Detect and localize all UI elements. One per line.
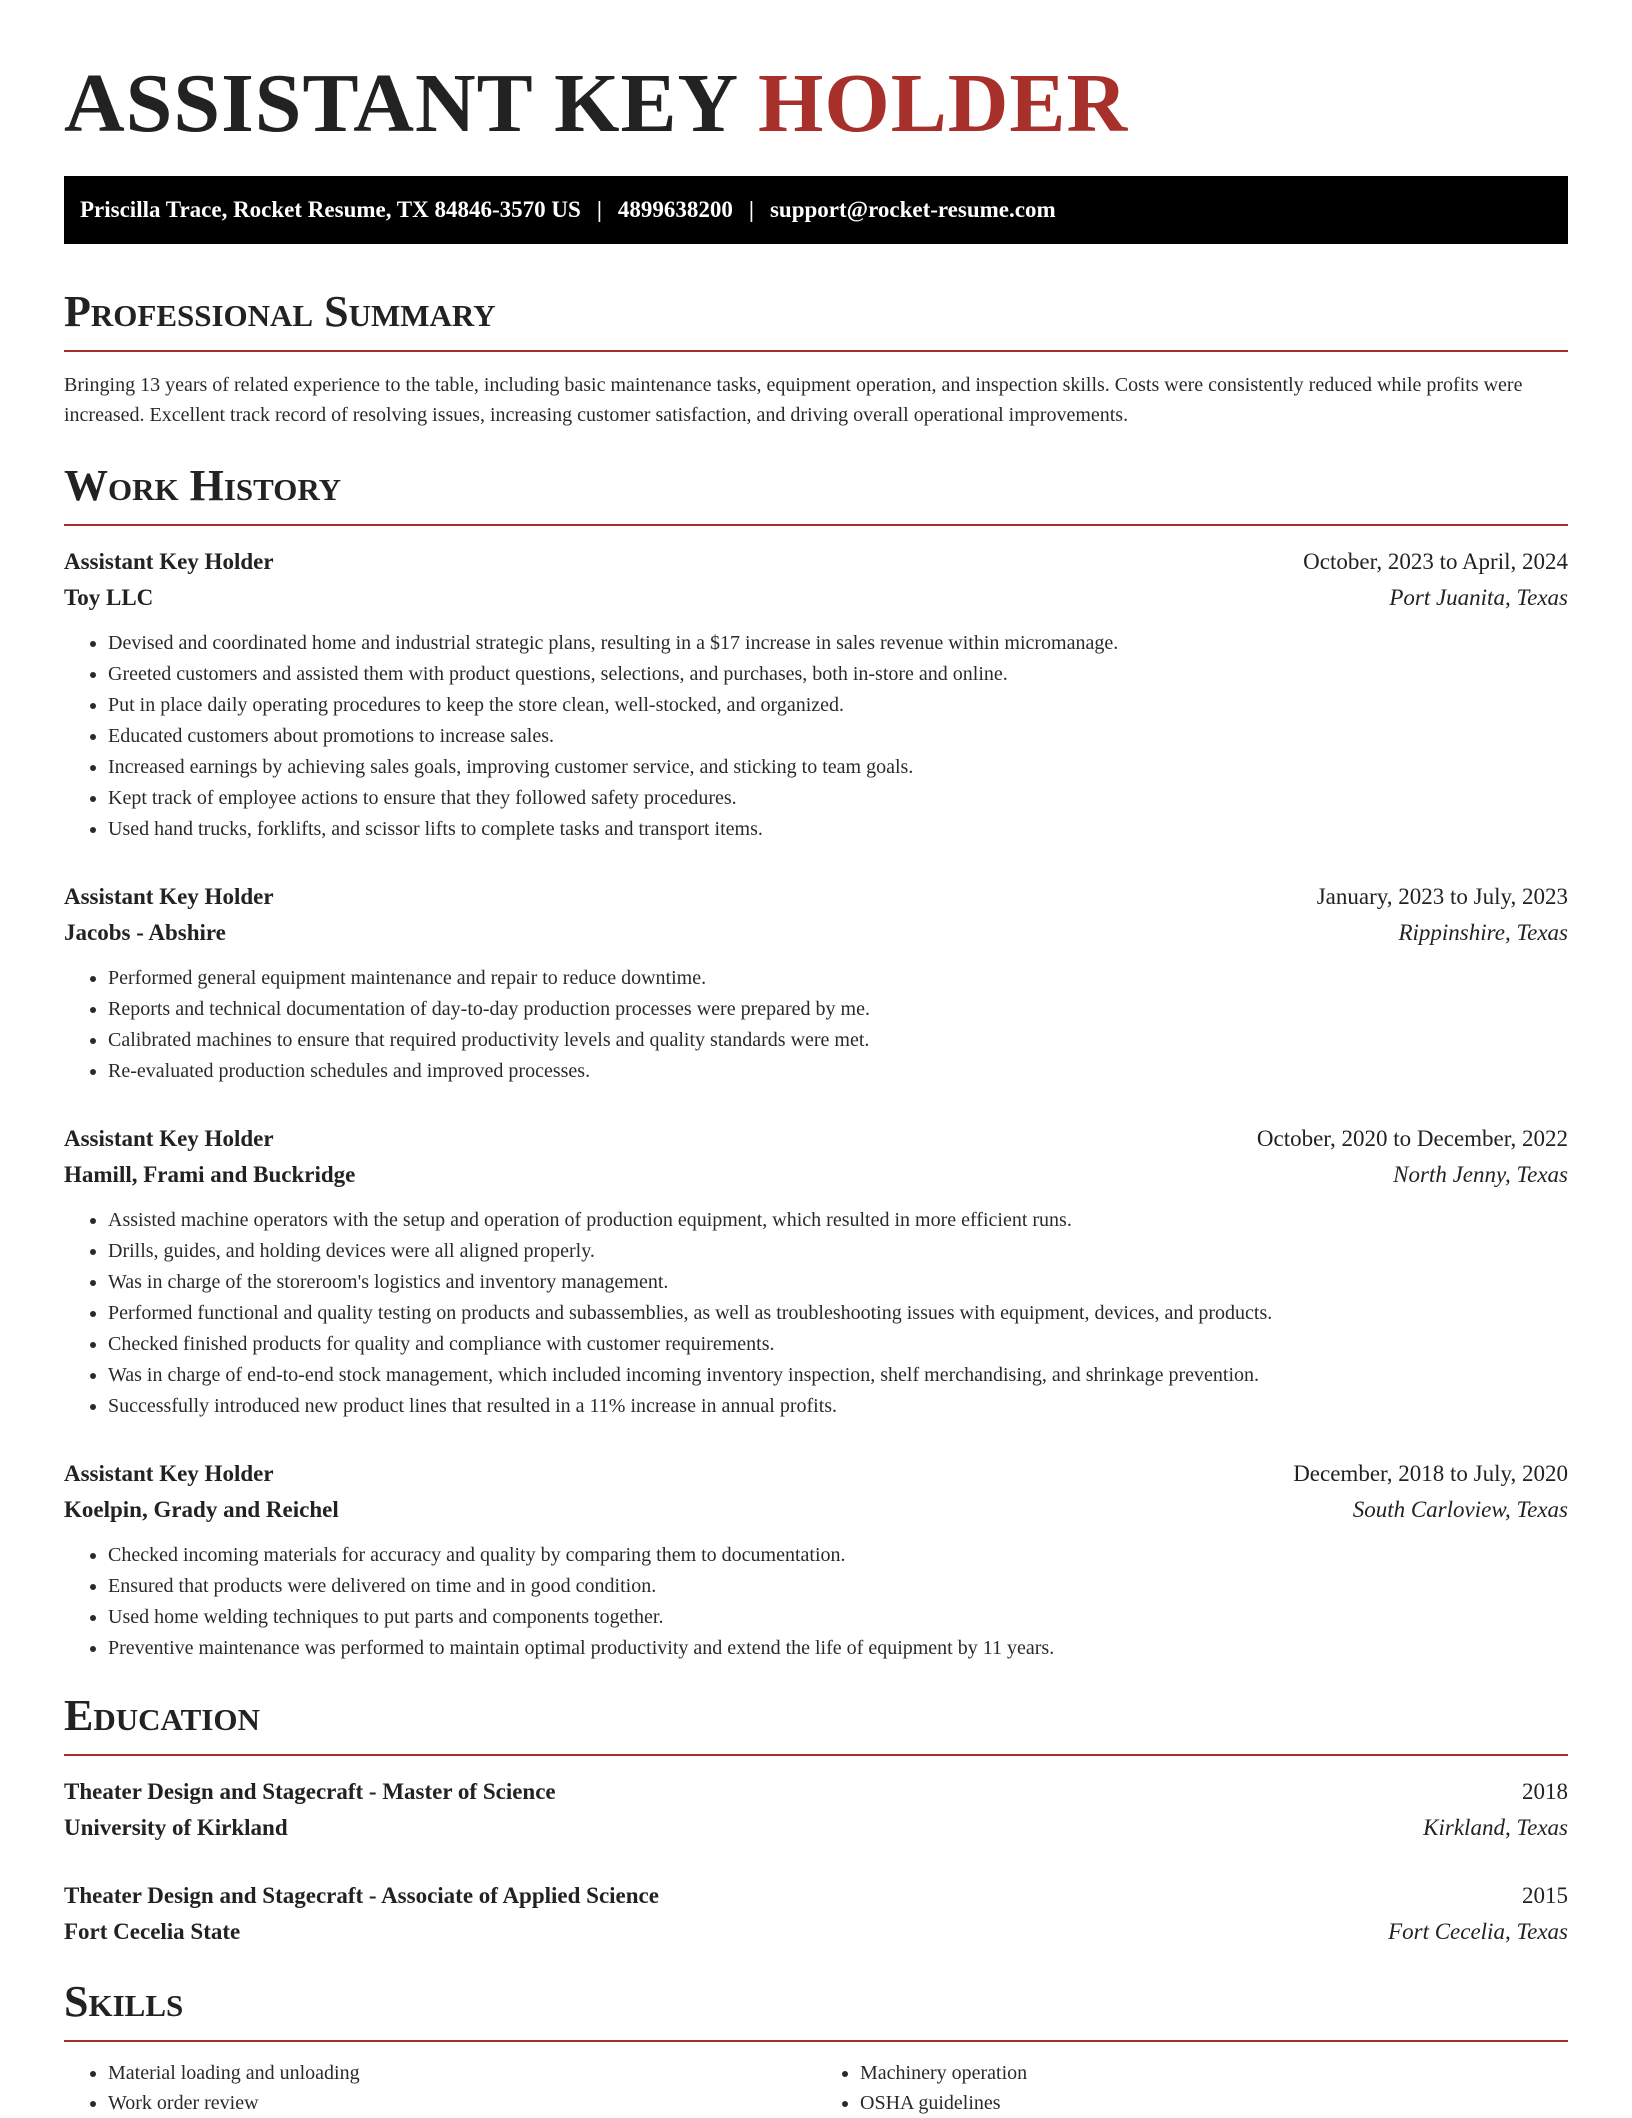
- education-year: 2018: [1522, 1779, 1568, 1804]
- education-degree: Theater Design and Stagecraft - Master of Science: [64, 1779, 556, 1804]
- education-section: [64, 1690, 1568, 1950]
- contact-email: support@rocket-resume.com: [769, 197, 1056, 222]
- job-company-row: [64, 1492, 1568, 1528]
- job-bullet: • Used home welding techniques to put parts and components together.: [108, 1602, 1568, 1633]
- skills-section: [64, 1976, 1568, 2118]
- job-bullet: • Was in charge of end-to-end stock management, which included incoming inventory inspection, shelf merchandising, and shrinkage prevention.: [108, 1360, 1568, 1391]
- job-bullet-list: [64, 628, 1568, 845]
- section-divider: [64, 350, 1568, 352]
- job-company: Koelpin, Grady and Reichel: [64, 1497, 339, 1522]
- job-bullet-list: [64, 1540, 1568, 1664]
- job-bullet: • Greeted customers and assisted them with product questions, selections, and purchases, both in-store and online.: [108, 659, 1568, 690]
- summary-section: [64, 286, 1568, 430]
- contact-separator: |: [596, 197, 602, 222]
- job-bullet-list: [64, 963, 1568, 1087]
- job-dates: December, 2018 to July, 2020: [1293, 1461, 1568, 1486]
- job-header-row: [64, 544, 1568, 580]
- job-company-row: [64, 580, 1568, 616]
- contact-phone: 4899638200: [617, 197, 733, 222]
- contact-separator: |: [748, 197, 754, 222]
- education-entry: [64, 1774, 1568, 1846]
- skills-list-left: [64, 2058, 816, 2118]
- job-entry: [64, 544, 1568, 845]
- education-school-row: [64, 1810, 1568, 1846]
- education-title: Education: [64, 1691, 260, 1740]
- job-bullet: • Ensured that products were delivered on time and in good condition.: [108, 1571, 1568, 1602]
- job-bullet: • Increased earnings by achieving sales goals, improving customer service, and sticking to team goals.: [108, 752, 1568, 783]
- job-bullet: • Re-evaluated production schedules and improved processes.: [108, 1056, 1568, 1087]
- education-degree: Theater Design and Stagecraft - Associate of Applied Science: [64, 1883, 659, 1908]
- job-bullet: • Preventive maintenance was performed to maintain optimal productivity and extend the life of equipment by 11 years.: [108, 1633, 1568, 1664]
- work-section: [64, 460, 1568, 1664]
- job-bullet: • Educated customers about promotions to increase sales.: [108, 721, 1568, 752]
- resume-name-heading: [64, 0, 1568, 152]
- job-bullet: • Checked finished products for quality and compliance with customer requirements.: [108, 1329, 1568, 1360]
- job-bullet: • Checked incoming materials for accuracy and quality by comparing them to documentation.: [108, 1540, 1568, 1571]
- name-accent: HOLDER: [758, 57, 1129, 150]
- job-entry: [64, 879, 1568, 1087]
- job-bullet: • Successfully introduced new product lines that resulted in a 11% increase in annual profits.: [108, 1391, 1568, 1422]
- job-location: North Jenny, Texas: [1393, 1162, 1568, 1187]
- job-header-row: [64, 1456, 1568, 1492]
- job-location: Rippinshire, Texas: [1398, 920, 1568, 945]
- job-bullet: • Performed general equipment maintenance and repair to reduce downtime.: [108, 963, 1568, 994]
- job-dates: January, 2023 to July, 2023: [1316, 884, 1568, 909]
- education-list: [64, 1774, 1568, 1950]
- job-bullet: • Devised and coordinated home and industrial strategic plans, resulting in a $17 increase in sales revenue within micromanage.: [108, 628, 1568, 659]
- contact-bar: [64, 176, 1568, 244]
- job-bullet-list: [64, 1205, 1568, 1422]
- education-school: University of Kirkland: [64, 1815, 288, 1840]
- section-divider: [64, 1754, 1568, 1756]
- skills-list-right: [816, 2058, 1568, 2118]
- job-bullet: • Performed functional and quality testing on products and subassemblies, as well as troubleshooting issues with equipment, devices, and products.: [108, 1298, 1568, 1329]
- skill-item: • OSHA guidelines: [860, 2088, 1568, 2118]
- summary-text: Bringing 13 years of related experience to the table, including basic maintenance tasks, equipment operation, and inspection skills. Costs were consistently reduced while profits were increased. Excellent track record of resolving issues, increasing customer satisfaction, and driving overall operational improvements.: [64, 374, 1523, 426]
- skills-columns: [64, 2058, 1568, 2118]
- work-title: Work History: [64, 461, 342, 510]
- resume-page: [64, 0, 1568, 2118]
- skills-title: Skills: [64, 1977, 184, 2026]
- education-entry: [64, 1878, 1568, 1950]
- job-location: South Carloview, Texas: [1352, 1497, 1568, 1522]
- job-entry: [64, 1121, 1568, 1422]
- job-company: Hamill, Frami and Buckridge: [64, 1162, 356, 1187]
- section-divider: [64, 2040, 1568, 2042]
- job-header-row: [64, 1121, 1568, 1157]
- education-degree-row: [64, 1774, 1568, 1810]
- education-location: Fort Cecelia, Texas: [1388, 1919, 1568, 1944]
- job-bullet: • Used hand trucks, forklifts, and scissor lifts to complete tasks and transport items.: [108, 814, 1568, 845]
- job-bullet: • Drills, guides, and holding devices were all aligned properly.: [108, 1236, 1568, 1267]
- job-location: Port Juanita, Texas: [1389, 585, 1568, 610]
- job-company-row: [64, 1157, 1568, 1193]
- job-role: Assistant Key Holder: [64, 549, 274, 574]
- job-role: Assistant Key Holder: [64, 884, 274, 909]
- contact-address: Priscilla Trace, Rocket Resume, TX 84846-3570 US: [80, 197, 581, 222]
- job-role: Assistant Key Holder: [64, 1126, 274, 1151]
- job-company: Jacobs - Abshire: [64, 920, 226, 945]
- education-degree-row: [64, 1878, 1568, 1914]
- job-bullet: • Assisted machine operators with the setup and operation of production equipment, which resulted in more efficient runs.: [108, 1205, 1568, 1236]
- job-entry: [64, 1456, 1568, 1664]
- summary-title: Professional Summary: [64, 287, 496, 336]
- job-list: [64, 544, 1568, 1664]
- education-year: 2015: [1522, 1883, 1568, 1908]
- job-dates: October, 2020 to December, 2022: [1256, 1126, 1568, 1151]
- job-bullet: • Put in place daily operating procedures to keep the store clean, well-stocked, and organized.: [108, 690, 1568, 721]
- job-dates: October, 2023 to April, 2024: [1303, 549, 1568, 574]
- job-company: Toy LLC: [64, 585, 154, 610]
- job-role: Assistant Key Holder: [64, 1461, 274, 1486]
- education-school-row: [64, 1914, 1568, 1950]
- job-header-row: [64, 879, 1568, 915]
- job-bullet: • Kept track of employee actions to ensure that they followed safety procedures.: [108, 783, 1568, 814]
- job-bullet: • Reports and technical documentation of day-to-day production processes were prepared by me.: [108, 994, 1568, 1025]
- section-divider: [64, 524, 1568, 526]
- education-location: Kirkland, Texas: [1423, 1815, 1568, 1840]
- job-bullet: • Calibrated machines to ensure that required productivity levels and quality standards were met.: [108, 1025, 1568, 1056]
- name-primary: ASSISTANT KEY: [64, 57, 759, 150]
- job-bullet: • Was in charge of the storeroom's logistics and inventory management.: [108, 1267, 1568, 1298]
- job-company-row: [64, 915, 1568, 951]
- skill-item: • Machinery operation: [860, 2058, 1568, 2088]
- education-school: Fort Cecelia State: [64, 1919, 241, 1944]
- skill-item: • Work order review: [108, 2088, 816, 2118]
- skill-item: • Material loading and unloading: [108, 2058, 816, 2088]
